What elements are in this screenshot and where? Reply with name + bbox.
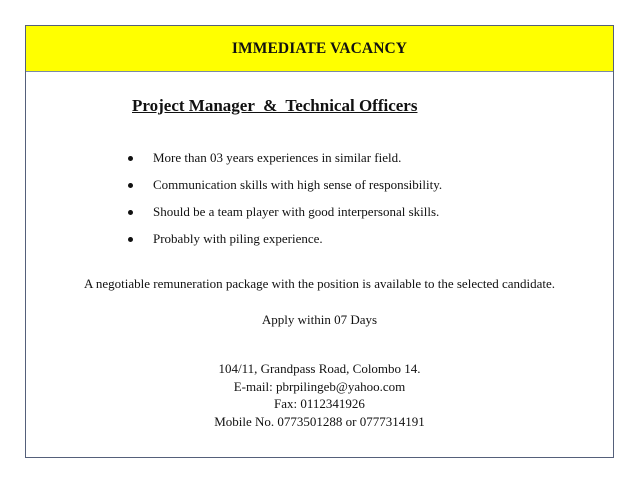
remuneration-note: A negotiable remuneration package with the position is available to the selected candidate. bbox=[83, 276, 556, 291]
contact-address: 104/11, Grandpass Road, Colombo 14. bbox=[218, 361, 421, 376]
requirement-text: Should be a team player with good interpersonal skills. bbox=[153, 204, 440, 219]
requirement-text: More than 03 years experiences in similar field. bbox=[153, 150, 402, 165]
apply-deadline: Apply within 07 Days bbox=[261, 312, 378, 327]
vacancy-advert bbox=[25, 25, 614, 458]
bullet-icon bbox=[128, 210, 133, 215]
requirement-text: Probably with piling experience. bbox=[153, 231, 323, 246]
banner-title: IMMEDIATE VACANCY bbox=[231, 39, 408, 57]
bullet-icon bbox=[128, 183, 133, 188]
job-title: Project Manager & Technical Officers bbox=[132, 96, 418, 115]
bullet-icon bbox=[128, 156, 133, 161]
contact-mobile: Mobile No. 0773501288 or 0777314191 bbox=[214, 413, 425, 429]
contact-email: E-mail: pbrpilingeb@yahoo.com bbox=[233, 378, 406, 394]
requirement-text: Communication skills with high sense of responsibility. bbox=[153, 177, 443, 192]
contact-fax: Fax: 0112341926 bbox=[274, 396, 365, 411]
bullet-icon bbox=[128, 237, 133, 242]
contact-block bbox=[26, 360, 613, 430]
vacancy-banner bbox=[26, 26, 613, 72]
